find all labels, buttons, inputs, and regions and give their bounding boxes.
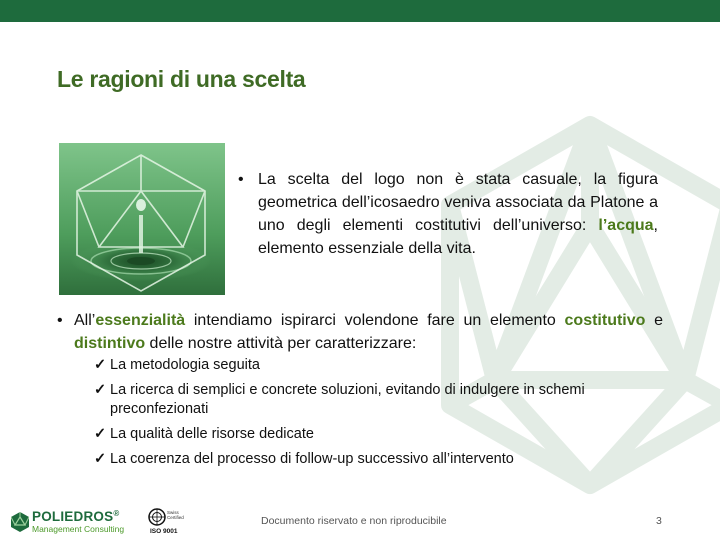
highlight-acqua: l’acqua [598, 217, 654, 234]
confidentiality-notice: Documento riservato e non riproducibile [261, 515, 447, 527]
highlight-essenzialita: essenzialità [95, 312, 186, 329]
poliedros-logo [11, 509, 136, 535]
bullet: • [57, 312, 63, 329]
bullet: • [238, 171, 244, 188]
slide-title: Le ragioni di una scelta [57, 66, 306, 92]
poliedros-logo-icon [11, 512, 29, 532]
highlight-costitutivo: costitutivo [564, 312, 646, 329]
iso-certificate-icon [148, 508, 166, 526]
checklist-item: ✓ La qualità delle risorse dedicate [94, 426, 314, 442]
logo-subtitle: Management Consulting [32, 524, 125, 534]
highlight-distintivo: distintivo [74, 335, 146, 352]
page-number: 3 [656, 515, 662, 527]
iso-label: ISO 9001 [150, 528, 178, 535]
water-drop-icosahedron-image [59, 143, 225, 295]
iso-certificate [147, 507, 192, 537]
essentiality-paragraph [57, 309, 663, 355]
paragraph-text: La scelta del logo non è stata casuale, la figura geometrica dell’icosaedro veniva associata da Platone a uno degli elementi costitutivi dell’universo: l’acqua, elemento essenziale della vita. [258, 171, 658, 257]
check-icon: ✓ [94, 382, 107, 398]
check-icon: ✓ [94, 357, 107, 373]
top-bar [0, 0, 720, 22]
check-icon: ✓ [94, 426, 107, 442]
checklist [94, 356, 664, 475]
checklist-item: ✓ La ricerca di semplici e concrete soluzioni, evitando di indulgere in schemi preconfezionati [94, 382, 585, 417]
paragraph-text: All’essenzialità intendiamo ispirarci volendone fare un elemento costitutivo e distintivo delle nostre attività per caratterizzare: [74, 312, 664, 352]
iso-small-text: Swiss Certified [167, 510, 184, 520]
check-icon: ✓ [94, 451, 107, 467]
logo-name: POLIEDROS® [32, 509, 120, 524]
checklist-item: ✓ La metodologia seguita [94, 357, 260, 373]
logo-explanation-paragraph [240, 168, 658, 260]
checklist-item: ✓ La coerenza del processo di follow-up successivo all’intervento [94, 451, 514, 467]
